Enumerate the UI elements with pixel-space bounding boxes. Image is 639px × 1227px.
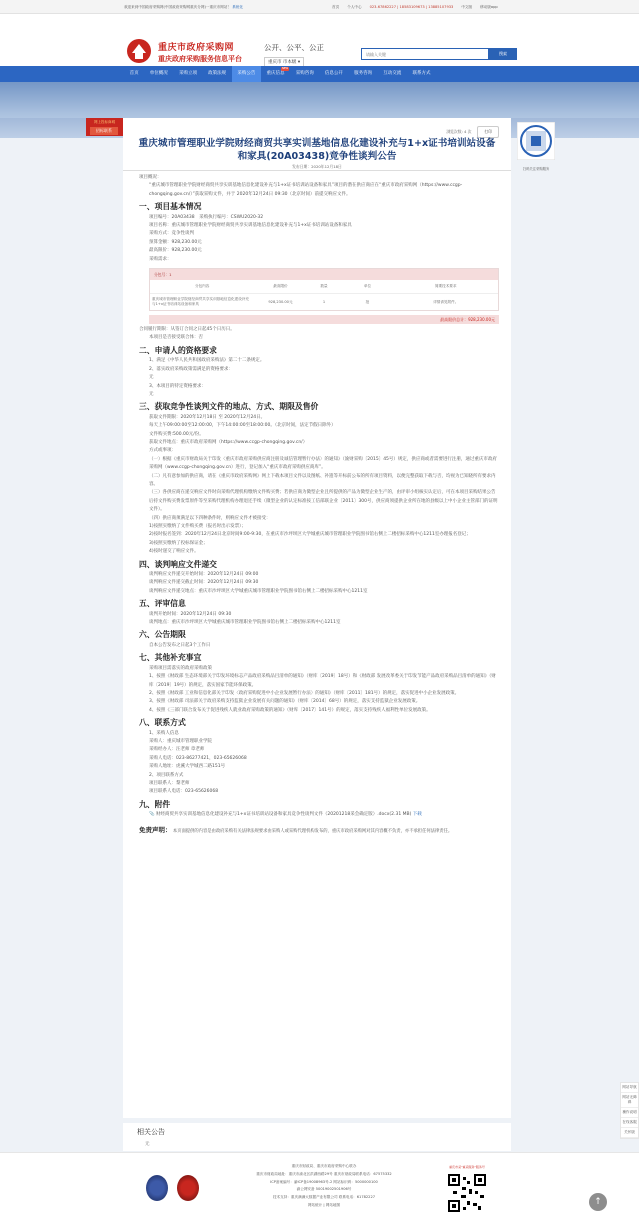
column-header: 单位 [341,280,393,294]
body-text: 采购项目需落实的政府采购政策 [149,665,212,671]
top-notice [124,5,243,10]
sidebar-customer-service[interactable]: 在线客服 [621,1118,638,1128]
top-notice-link[interactable]: 系统化 [232,5,243,9]
section-7-lines [139,665,499,715]
section-8-lines [139,730,499,797]
nav-item-policy[interactable]: 政策法规 [208,71,227,76]
body-paragraph: （四）供应商须满足以下四种条件时，则响应文件才被接受： [149,515,271,521]
search-bar [361,48,517,60]
footer-line: 渝公网安备 50019002501906号 [296,1187,352,1192]
site-name-primary: 重庆市政府采购网 [158,43,235,53]
article-tools [446,126,499,138]
table-cell: 928,230.00元 [268,299,293,304]
body-text: 项目联系人电话：023-65626068 [149,789,219,795]
footer-info [210,1163,438,1210]
footer-line: 技术支持：重庆满满大数据产业有限公司 联系电话：61782227 [272,1195,376,1200]
nav-item-units[interactable]: 单位概况 [149,71,168,76]
body-text: 谈判响应文件递交地点：重庆市沙坪坝区大学城重庆城市管理职业学院图书馆右侧上二楼招标采购中心1211室 [149,588,368,594]
section-3-lines [139,414,499,557]
section-heading-7: 七、其他补充事宜 [139,653,202,663]
body-text: 1)按照实缴纳了文件购买费（报名时出示发票）； [149,524,246,529]
body-text: 采购人：重庆城市管理职业学院 [149,738,212,744]
nav-item-consult[interactable]: 采购咨询 [295,71,314,76]
body-text: 1、满足《中华人民共和国政府采购法》第二十二条规定。 [149,358,265,364]
body-paragraph: （一）根据《重庆市财政局关于印发〈重庆市政府采购供应商注册及诚信管理暂行办法〉的通知》（渝财采购〔2015〕45号）规定，供应商或者需要进行注册，通过重庆市政府采购网（www.ccgp-chongqing.gov.cn）进行，登记加入“重庆市政府采购供应商库”。 [149,456,497,471]
body-text: 无 [149,391,154,397]
body-text: 方式或事项： [149,448,176,454]
body-text: 文件购买费:500.00元/份。 [149,431,204,437]
nav-item-interaction[interactable]: 互动交流 [383,71,402,76]
column-header: 简要技术要求 [394,280,498,294]
sidebar-care-mode[interactable]: 关怀版 [621,1128,638,1138]
nav-item-disclosure[interactable]: 信息公开 [324,71,343,76]
download-link[interactable]: 下载 [412,812,422,818]
attachment-filename[interactable]: 财经商贸共享实训基地信息化建设补充与1+x证书培训站设备和家具竞争性谈判文件（20201218采会确定版）.docx(2.31 MB) [156,812,412,818]
consortium-note: 本项目是否接受联合体：否 [149,335,203,341]
body-text: 获取文件地点：重庆市政府采购网（https://www.ccgp-chongqing.gov.cn/） [149,439,308,445]
nav-item-contact[interactable]: 联系方式 [412,71,431,76]
qr-code-icon [517,122,555,160]
column-header: 最高限价 [254,280,306,294]
nav-item-info[interactable]: 重庆信息 NEW [266,67,289,76]
article-title: 重庆城市管理职业学院财经商贸共享实训基地信息化建设补充与1+x证书培训站设备和家具(20A03438)竞争性谈判公告 [138,138,496,162]
budget-amount: 预算金额：928,230.00元 [149,239,202,245]
section-heading-4: 四、谈判响应文件递交 [139,559,217,569]
right-qr-widget [516,122,556,171]
related-empty: 无 [145,1142,150,1147]
chevron-down-icon: ▾ [297,60,301,65]
body-text: 采购经办人：汪老师 章老师 [149,747,205,753]
body-text: 2、落实政府采购政策需满足的资格要求： [149,366,233,372]
paperclip-icon: 📎 [149,812,155,818]
body-text: 谈判响应文件递交开始时间：2020年12月24日 09:00 [149,572,259,578]
overview-label: 项目概况： [139,175,162,180]
user-center-link[interactable]: 个人中心 [347,5,362,9]
section-4-lines [139,571,499,596]
body-text: 3)按照实缴纳了投标保证金； [149,540,208,546]
nav-item-home[interactable]: 首页 [129,71,139,76]
language-link[interactable]: 中文版 [461,5,473,9]
section-heading-5: 五、评审信息 [139,599,186,609]
table-cell: 详情请见附件。 [433,299,459,304]
table-header-row [150,280,498,294]
project-name: 项目名称：重庆城市管理职业学院财经商贸共享实训基地信息化建设补充与1+x证书培训站设备和家具 [149,223,352,229]
body-text: 每天上午09:00:00至12:00:00，下午14:00:00至18:00:00。（北京时间，法定节假日除外） [149,423,336,429]
footer-qr-label: 重庆市采"重采服务"服务号 [449,1165,485,1169]
disclaimer-label: 免责声明： [139,825,172,834]
body-text: 无 [149,375,154,381]
nav-item-announcement[interactable]: 采购公告 [232,66,261,82]
site-header [0,14,639,66]
section-heading-8: 八、联系方式 [139,718,186,728]
publish-date: 发布日期：2020年12月18日 [288,164,346,169]
section-heading-1: 一、项目基本情况 [139,202,202,212]
nav-list [124,66,436,82]
side-promo-tag[interactable] [86,118,123,136]
section-heading-3: 三、获取竞争性谈判文件的地点、方式、期限及售价 [139,402,319,412]
publish-date-row [123,164,511,170]
side-tag-top: 网上投标商城 [94,120,115,124]
floating-sidebar [620,1082,639,1139]
related-title: 相关公告 [137,1128,165,1136]
region-select-value: 重庆市 市本级 [268,60,297,65]
section-5-lines [139,611,499,628]
main-nav [0,66,639,82]
body-text: 1、采购人信息 [149,730,179,736]
body-text: 4)按时递交了响应文件。 [149,549,199,555]
back-to-top-button[interactable] [589,1193,607,1211]
body-paragraph: 2、按照《财政部 工业和信息化部关于印发〈政府采购促进中小企业发展暂行办法〉的通知》（财库〔2011〕181号）的规定，落实促进中小企业发展政策。 [149,690,460,696]
body-text: 自本公告发布之日起3个工作日 [149,642,211,648]
home-link[interactable]: 首页 [332,5,340,9]
body-paragraph: 3、按照《财政部 司法部关于政府采购支持监狱企业发展有关问题的通知》（财库〔2014〕68号）的规定，落实支持监狱企业发展政策。 [149,699,421,705]
package-caption: 分包号：1 [150,269,498,280]
section-6-lines [139,642,499,650]
total-max-price: 最高限价总计：928,230.00元 [149,315,499,324]
section-heading-9: 九、附件 [139,799,171,809]
body-paragraph: （二）凡有意参加的供应商，请在《重庆市政府采购网》网上下载本项目文件以及图纸、补遗等开标前公布的所有项目资料，以便完整获取下载与否，均视为已知晓所有要求内容。 [149,473,496,487]
attachment-row [139,811,499,819]
project-number: 项目编号：20A03438 采购执行编号：CSWU2020-32 [149,214,264,220]
divider [123,170,511,171]
body-text: 项目联系人：黎老师 [149,780,190,786]
print-button[interactable]: 打印 [477,126,499,138]
body-text: 谈判地点：重庆市沙坪坝区大学城重庆城市管理职业学院图书馆右侧上二楼招标采购中心1211室 [149,620,341,626]
body-text: 采购人电话：023-86277421，023-65626068 [149,755,247,761]
site-logo-icon[interactable] [126,38,152,64]
hotline-text: 023-67862227 | 18583109673 | 13885107933 [369,5,454,9]
disclaimer [139,826,499,836]
section-heading-2: 二、申请人的资格要求 [139,345,217,355]
footer-line: 重庆市财政局地址：重庆市渝北区洪湖西路29号 重庆市财政局联系电话：67575332 [256,1171,392,1176]
mobile-app-link[interactable]: 移动版app [480,5,498,9]
table-row [150,294,498,311]
requirements-label: 采购需求： [149,256,172,262]
requirements-table [149,268,499,311]
body-text: 获取文件期限：2020年12月18日 至 2020年12月24日。 [149,414,266,420]
right-qr-label: 扫码关注采购服务 [522,167,550,171]
body-paragraph: （三）各供应商在递交响应文件时向采购代理机构缴纳文件购买费；若供应商为微型企业且所提供的产品为微型企业生产的，由评审小组核实认定后，可在本项目采购结果公告后持文件购买费发票原件等至采购代理机构办理退还手续（微型企业的认定标准按工信部联企业〔2011〕300号，供应商须提供企业所在地的县级以上中小企业主管部门的证明文件）。 [149,490,498,513]
footer-line: 重庆市财政局、重庆市政府采购中心联办 [291,1164,357,1168]
sidebar-accessibility[interactable]: 网站无障碍 [621,1093,638,1108]
article-body [139,174,499,836]
body-text: 3、本项目的特定资格要求： [149,383,206,389]
police-badge-icon[interactable] [177,1175,199,1201]
related-announcements [123,1123,511,1151]
new-badge: NEW [281,67,289,70]
body-paragraph: 2)按时报名签到：2020年12月24日北京时间9:00-9:30，在重庆市沙坪坝区大学城重庆城市管理职业学院图书馆右侧上二楼招标采购中心1211室办理报名登记； [149,532,471,538]
body-text: 2、项目联系方式 [149,772,184,778]
footer-links[interactable]: 网站统计 | 网站地图 [307,1202,341,1207]
body-text: 采购人地址：虎溪大学城西二路151号 [149,764,226,770]
government-badge-icon[interactable] [146,1175,168,1201]
sidebar-navigation[interactable]: 网站导航 [621,1083,638,1093]
table-cell: 1 [322,299,326,304]
section-heading-6: 六、公告期限 [139,630,186,640]
article-card [123,118,511,1118]
column-header: 分包内容 [150,280,254,294]
table-cell: 重庆城市管理职业学院财经商贸共享实训基地信息化建设补充与1+x证书培训站设备和家具 [152,297,250,307]
nav-item-service[interactable]: 服务咨询 [354,71,373,76]
body-text: 谈判响应文件递交截止时间：2020年12月24日 09:30 [149,580,259,586]
footer-line: ICP备案编号：渝ICP备19008963号-2 网站标识码：5000000100 [270,1179,378,1184]
column-header: 数量 [307,280,342,294]
top-notice-text: 欢迎来到中国政府采购网(中国政府采购网重庆分网)一重庆市网站！ [124,5,232,9]
view-count: 浏览次数: 4 次 [446,129,472,134]
top-links [332,5,498,10]
sidebar-help[interactable]: 操作说明 [621,1108,638,1118]
nav-item-project[interactable]: 采购立项 [178,71,197,76]
body-paragraph: 4、按照《三部门联合发布关于促进残疾人就业政府采购政策的通知》（财库〔2017〕141号）的规定，落实支持残疾人福利性单位发展政策。 [149,707,431,713]
site-footer [0,1152,639,1227]
overview-text: “重庆城市管理职业学院财经商贸共享实训基地信息化建设补充与1+x证书培训站设备和家具”项目的潜在供应商应在“重庆市政府采购网（https://www.ccgp-chongqing.gov.cn/）”获取采购文件，并于 2020年12月24日 09:30（北京时间）前提交响应文件。 [149,183,463,197]
section-1-lines [139,214,499,264]
disclaimer-text: 本页面提供的内容是由政府采购有关法律法规要求由采购人或采购代理机构发布的，重庆市政府采购网对其内容概不负责，亦不承担任何法律责任。 [172,828,453,834]
contract-period: 合同履行期限：从签订合同之日起45个日历日。 [139,327,235,333]
search-input[interactable] [361,48,489,60]
site-name-secondary: 重庆政府采购服务信息平台 [158,55,242,63]
body-paragraph: 1、按照《财政部 生态环境部关于印发环境标志产品政府采购品目清单的通知》（财库〔2019〕18号）和《财政部 发展改革委关于印发节能产品政府采购品目清单的通知》（财库〔2019〕19号）的规定，落实国家节能环保政策。 [149,674,496,688]
table-cell: 批 [365,299,370,304]
search-button[interactable]: 搜索 [489,48,517,60]
max-price: 最高限价：928,230.00元 [149,248,202,254]
qr-code-icon [447,1173,487,1213]
arrow-up-icon: ↑ [594,1197,602,1207]
section-2-lines [139,357,499,399]
slogan: 公开、公平、公正 [264,43,324,52]
body-text: 谈判开始时间：2020年12月24日 09:30 [149,611,232,617]
procurement-method: 采购方式：竞争性谈判 [149,231,194,237]
top-bar [0,0,639,14]
side-tag-bottom: 招标联系 [90,127,118,135]
